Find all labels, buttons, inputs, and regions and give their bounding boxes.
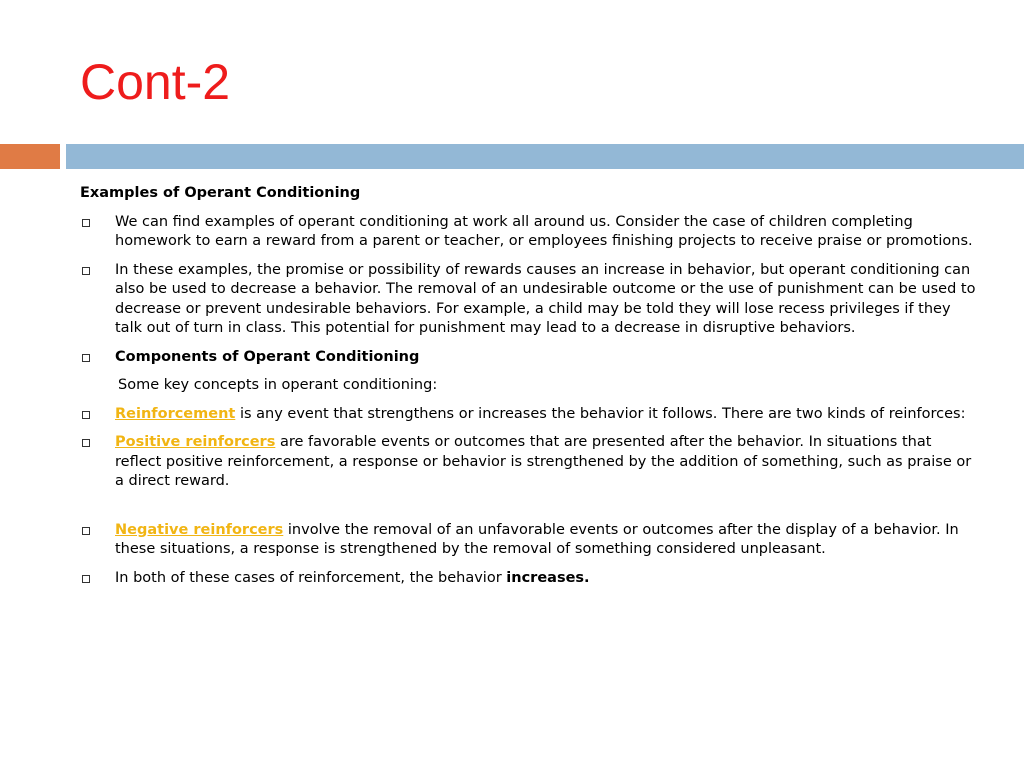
bullet-text: We can find examples of operant conditioning at work all around us. Consider the case of children completing homework to earn a reward from a parent or teacher, or employees finishing projects to receive praise or promotions. [115, 213, 973, 249]
increases-emphasis: increases. [506, 569, 590, 586]
bullet-item-decrease [80, 261, 980, 339]
square-bullet-icon [82, 219, 90, 227]
bullet-text: involve the removal of an unfavorable events or outcomes after the display of a behavior. In these situations, a response is strengthened by the removal of something considered unpleasant. [115, 521, 959, 557]
accent-bar-blue [66, 144, 1024, 169]
square-bullet-icon [82, 575, 90, 583]
square-bullet-icon [82, 527, 90, 535]
square-bullet-icon [82, 411, 90, 419]
reinforcement-link[interactable]: Reinforcement [115, 405, 236, 422]
bullet-item-examples [80, 213, 980, 252]
bullet-text: In both of these cases of reinforcement, the behavior [115, 569, 507, 586]
accent-bar-orange [0, 144, 60, 169]
positive-reinforcers-link[interactable]: Positive reinforcers [115, 434, 276, 450]
bullet-text: are favorable events or outcomes that are presented after the behavior. In situations that reflect positive reinforcement, a response or behavior is strengthened by the addition of something, such as praise or a direct reward. [115, 434, 972, 489]
bullet-item-components [80, 348, 980, 368]
bullet-item-negative [80, 521, 980, 560]
bullet-text: In these examples, the promise or possibility of rewards causes an increase in behavior, but operant conditioning can also be used to decrease a behavior. The removal of an undesirable outcome or the use of punishment can be used to decrease or prevent undesirable behaviors. For example, a child may be told they will lose recess privileges if they talk out of turn in class. This potential for punishment may lead to a decrease in disruptive behaviors. [115, 261, 976, 336]
slide-content [80, 184, 980, 597]
key-concepts-line: Some key concepts in operant conditioning: [118, 377, 438, 393]
bullet-item-both [80, 569, 980, 589]
square-bullet-icon [82, 354, 90, 362]
square-bullet-icon [82, 267, 90, 275]
negative-reinforcers-link[interactable]: Negative reinforcers [115, 521, 284, 538]
square-bullet-icon [82, 439, 90, 447]
bullet-item-positive [80, 433, 980, 492]
slide-title: Cont-2 [80, 54, 231, 110]
section-heading: Examples of Operant Conditioning [80, 185, 361, 201]
bullet-item-reinforcement [80, 405, 980, 425]
bullet-text: is any event that strengthens or increases the behavior it follows. There are two kinds of reinforces: [235, 405, 966, 422]
spacer [80, 501, 980, 521]
components-heading: Components of Operant Conditioning [115, 348, 420, 365]
